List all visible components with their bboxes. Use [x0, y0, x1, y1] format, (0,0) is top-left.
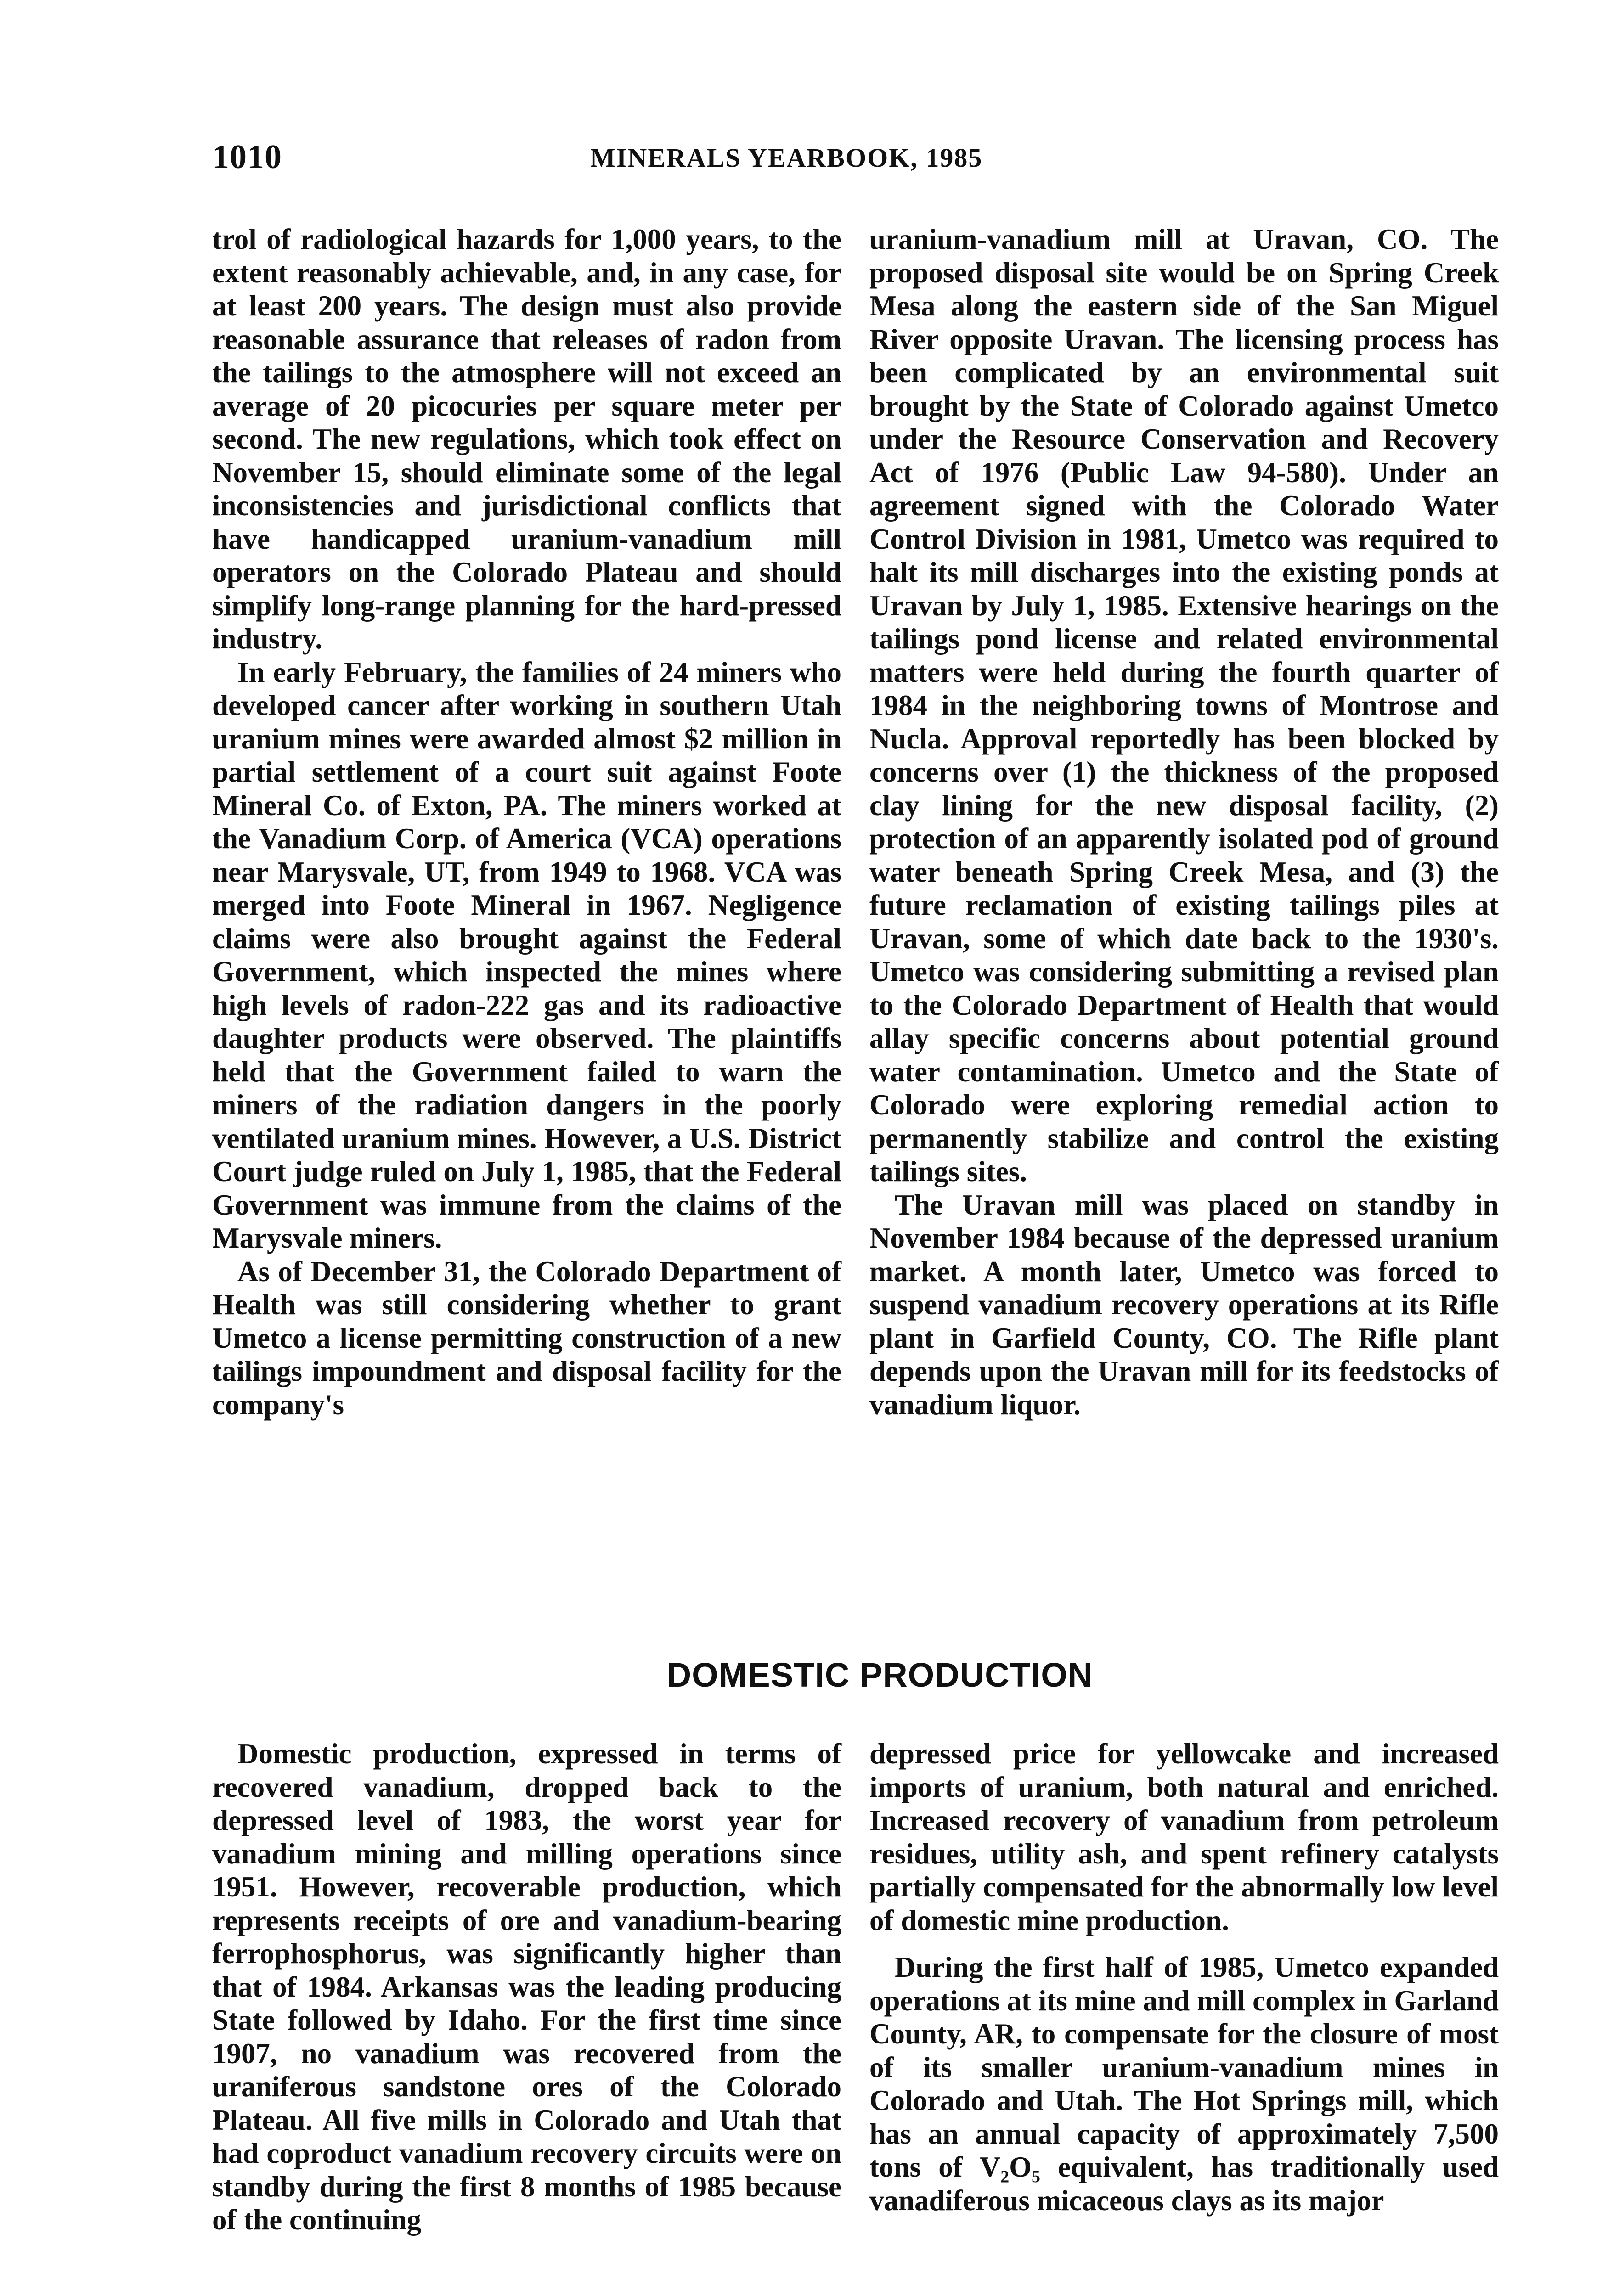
upper-left-column: [212, 223, 841, 1421]
lower-right-column: [869, 1737, 1499, 2217]
section-heading: DOMESTIC PRODUCTION: [666, 1656, 1093, 1694]
paragraph: During the first half of 1985, Umetco expanded operations at its mine and mill complex in Garland County, AR, to compensate for the closure of most of its smaller uranium-vanadium mines in Colorado and Utah. The Hot Springs mill, which has an annual capacity of approximately 7,500 tons of V₂O₅ equivalent, has traditionally used vanadiferous micaceous clays as its major: [869, 1951, 1499, 2217]
paragraph: trol of radiological hazards for 1,000 years, to the extent reasonably achievable, and, in any case, for at least 200 years. The design must also provide reasonable assurance that releases of radon from the tailings to the atmosphere will not exceed an average of 20 picocuries per square meter per second. The new regulations, which took effect on November 15, should eliminate some of the legal inconsistencies and jurisdictional conflicts that have handicapped uranium-vanadium mill operators on the Colorado Plateau and should simplify long-range planning for the hard-pressed industry.: [212, 223, 841, 655]
paragraph: Domestic production, expressed in terms of recovered vanadium, dropped back to the depressed level of 1983, the worst year for vanadium mining and milling operations since 1951. However, recoverable production, which represents receipts of ore and vanadium-bearing ferrophosphorus, was significantly higher than that of 1984. Arkansas was the leading producing State followed by Idaho. For the first time since 1907, no vanadium was recovered from the uraniferous sandstone ores of the Colorado Plateau. All five mills in Colorado and Utah that had coproduct vanadium recovery circuits were on standby during the first 8 months of 1985 because of the continuing: [212, 1738, 841, 2236]
paragraph: In early February, the families of 24 miners who developed cancer after working in southern Utah uranium mines were awarded almost $2 million in partial settlement of a court suit against Foote Mineral Co. of Exton, PA. The miners worked at the Vanadium Corp. of America (VCA) operations near Marysvale, UT, from 1949 to 1968. VCA was merged into Foote Mineral in 1967. Negligence claims were also brought against the Federal Government, which inspected the mines where high levels of radon-222 gas and its radioactive daughter products were observed. The plaintiffs held that the Government failed to warn the miners of the radiation dangers in the poorly ventilated uranium mines. However, a U.S. District Court judge ruled on July 1, 1985, that the Federal Government was immune from the claims of the Marysvale miners.: [212, 656, 841, 1254]
paragraph: uranium-vanadium mill at Uravan, CO. The proposed disposal site would be on Spring Creek Mesa along the eastern side of the San Miguel River opposite Uravan. The licensing process has been complicated by an environmental suit brought by the State of Colorado against Umetco under the Resource Conservation and Recovery Act of 1976 (Public Law 94-580). Under an agreement signed with the Colorado Water Control Division in 1981, Umetco was required to halt its mill discharges into the existing ponds at Uravan by July 1, 1985. Extensive hearings on the tailings pond license and related environmental matters were held during the fourth quarter of 1984 in the neighboring towns of Montrose and Nucla. Approval reportedly has been blocked by concerns over (1) the thickness of the proposed clay lining for the new disposal facility, (2) protection of an apparently isolated pod of ground water beneath Spring Creek Mesa, and (3) the future reclamation of existing tailings piles at Uravan, some of which date back to the 1930's. Umetco was considering submitting a revised plan to the Colorado Department of Health that would allay specific concerns about potential ground water contamination. Umetco and the State of Colorado were exploring remedial action to permanently stabilize and control the existing tailings sites.: [869, 223, 1499, 1187]
paragraph: The Uravan mill was placed on standby in November 1984 because of the depressed uranium market. A month later, Umetco was forced to suspend vanadium recovery operations at its Rifle plant in Garfield County, CO. The Rifle plant depends upon the Uravan mill for its feedstocks of vanadium liquor.: [869, 1188, 1499, 1421]
page-number: 1010: [212, 138, 282, 176]
lower-left-column: [212, 1737, 841, 2237]
upper-right-column: [869, 223, 1499, 1421]
paragraph: As of December 31, the Colorado Department of Health was still considering whether to grant Umetco a license permitting construction of a new tailings impoundment and disposal facility for the company's: [212, 1255, 841, 1421]
running-head: MINERALS YEARBOOK, 1985: [590, 143, 983, 173]
paragraph: depressed price for yellowcake and increased imports of uranium, both natural and enriched. Increased recovery of vanadium from petroleum residues, utility ash, and spent refinery catalysts partially compensated for the abnormally low level of domestic mine production.: [869, 1738, 1499, 1936]
paragraph-gap: [869, 1937, 1499, 1951]
